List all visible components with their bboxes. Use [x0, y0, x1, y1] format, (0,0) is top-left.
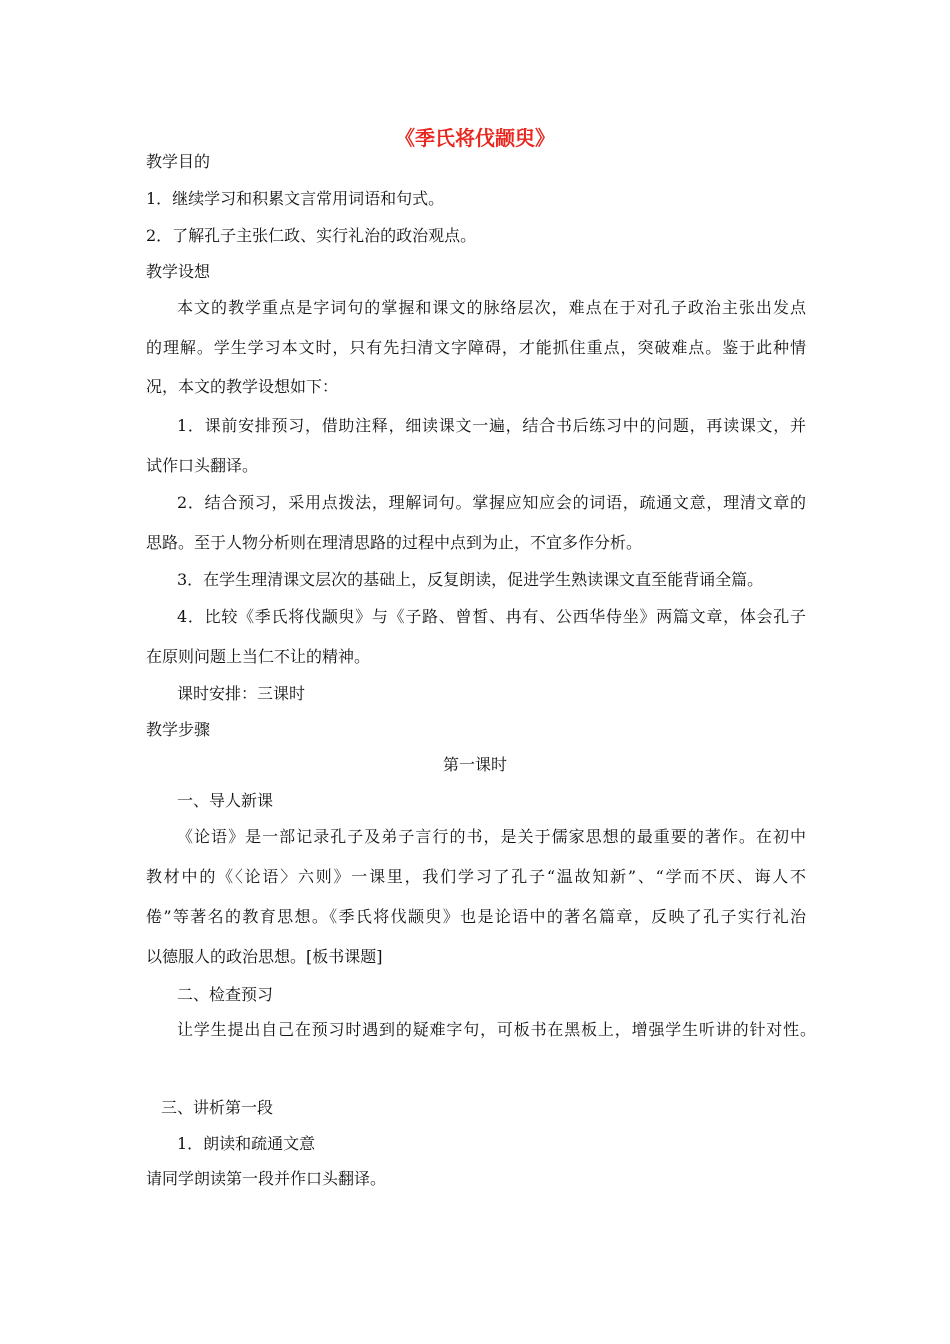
- section-paragraph-line: 教材中的《〈论语〉六则》一课里，我们学习了孔子“温故知新”、“学而不厌、诲人不: [146, 867, 806, 886]
- design-item-line: 4．比较《季氏将伐颛臾》与《子路、曾皙、冉有、公西华侍坐》两篇文章，体会孔子: [177, 607, 806, 626]
- steps-heading: 教学步骤: [146, 720, 211, 739]
- section-paragraph-line: 倦”等著名的教育思想。《季氏将伐颛臾》也是论语中的著名篇章，反映了孔子实行礼治: [146, 907, 806, 926]
- lesson-title: 第一课时: [442, 755, 507, 774]
- subsection-heading: 1．朗读和疏通文意: [177, 1134, 316, 1153]
- design-heading: 教学设想: [146, 262, 211, 281]
- design-paragraph-line: 的理解。学生学习本文时，只有先扫清文字障碍，才能抓住重点，突破难点。鉴于此种情: [146, 338, 806, 357]
- design-item-line: 在原则问题上当仁不让的精神。: [146, 647, 371, 666]
- section-paragraph-line: 请同学朗读第一段并作口头翻译。: [146, 1169, 387, 1188]
- design-paragraph-line: 况，本文的教学设想如下：: [146, 377, 339, 396]
- document-title: 《季氏将伐颛臾》: [395, 126, 555, 150]
- design-item-line: 试作口头翻译。: [146, 456, 259, 475]
- purpose-item-1: 1．继续学习和积累文言常用词语和句式。: [146, 189, 445, 208]
- section-paragraph-line: 以德服人的政治思想。[板书课题]: [146, 947, 383, 966]
- purpose-item-2: 2．了解孔子主张仁政、实行礼治的政治观点。: [146, 226, 477, 245]
- purpose-heading: 教学目的: [146, 152, 211, 171]
- section-heading: 一、导人新课: [177, 791, 274, 810]
- schedule-line: 课时安排：三课时: [177, 684, 306, 703]
- section-paragraph-line: 《论语》是一部记录孔子及弟子言行的书，是关于儒家思想的最重要的著作。在初中: [177, 827, 806, 846]
- section-paragraph-line: 让学生提出自己在预习时遇到的疑难字句，可板书在黑板上，增强学生听讲的针对性。: [177, 1020, 816, 1039]
- design-paragraph-line: 本文的教学重点是字词句的掌握和课文的脉络层次，难点在于对孔子政治主张出发点: [177, 298, 806, 317]
- section-heading: 二、检查预习: [177, 985, 274, 1004]
- design-item-line: 思路。至于人物分析则在理清思路的过程中点到为止，不宜多作分析。: [146, 533, 643, 552]
- section-heading: 三、讲析第一段: [161, 1098, 274, 1117]
- design-item-line: 3．在学生理清课文层次的基础上，反复朗读，促进学生熟读课文直至能背诵全篇。: [177, 570, 764, 589]
- design-item-line: 2．结合预习，采用点拨法，理解词句。掌握应知应会的词语，疏通文意，理清文章的: [177, 493, 806, 512]
- design-item-line: 1．课前安排预习，借助注释，细读课文一遍，结合书后练习中的问题，再读课文，并: [177, 416, 806, 435]
